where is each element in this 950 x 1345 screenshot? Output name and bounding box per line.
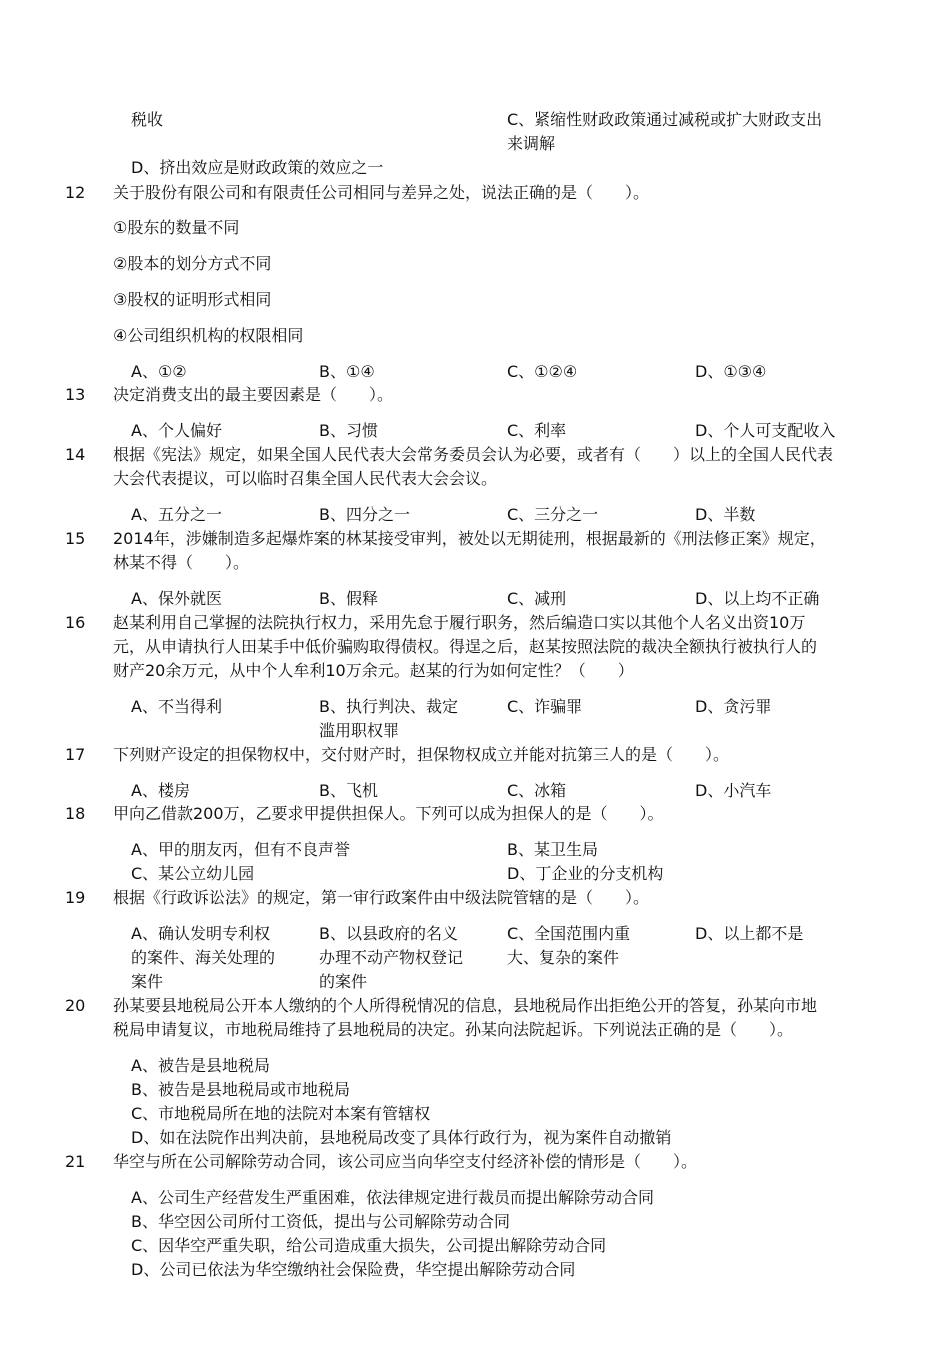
- q20-option-d: D、如在法院作出判决前，县地税局改变了具体行政行为，视为案件自动撤销: [131, 1128, 672, 1147]
- question-stem-16-cont-2: 财产20余万元，从中个人牟利10万余元。赵某的行为如何定性？（ ）: [113, 661, 634, 680]
- question-number-15: 15: [65, 529, 86, 548]
- q19-option-a-cont-2: 案件: [131, 972, 164, 991]
- question-stem-15-cont: 林某不得（ ）。: [113, 553, 250, 572]
- question-stem-20-cont: 税局申请复议，市地税局维持了县地税局的决定。孙某向法院起诉。下列说法正确的是（ ）。: [113, 1020, 794, 1039]
- q17-option-a: A、楼房: [131, 781, 190, 800]
- question-stem-16: 赵某利用自己掌握的法院执行权力，采用先怠于履行职务，然后编造口实以其他个人名义出资10万: [113, 613, 806, 632]
- q13-option-a: A、个人偏好: [131, 421, 222, 440]
- prev-option-d: D、挤出效应是财政政策的效应之一: [131, 158, 384, 177]
- q12-option-d: D、①③④: [695, 362, 767, 381]
- question-number-12: 12: [65, 183, 86, 202]
- q19-option-a-cont-1: 的案件、海关处理的: [131, 948, 276, 967]
- q21-option-d: D、公司已依法为华空缴纳社会保险费，华空提出解除劳动合同: [131, 1260, 576, 1279]
- q20-option-c: C、市地税局所在地的法院对本案有管辖权: [131, 1104, 431, 1123]
- question-number-18: 18: [65, 804, 86, 823]
- q14-option-b: B、四分之一: [319, 505, 410, 524]
- question-number-14: 14: [65, 445, 86, 464]
- q14-option-d: D、半数: [695, 505, 756, 524]
- q18-option-b: B、某卫生局: [507, 840, 598, 859]
- q17-option-c: C、冰箱: [507, 781, 567, 800]
- prev-option-b-tail: 税收: [131, 110, 164, 129]
- q19-option-b-cont-1: 办理不动产物权登记: [319, 948, 464, 967]
- q12-option-b: B、①④: [319, 362, 375, 381]
- q21-option-c: C、因华空严重失职，给公司造成重大损失，公司提出解除劳动合同: [131, 1236, 607, 1255]
- question-stem-14: 根据《宪法》规定，如果全国人民代表大会常务委员会认为必要，或者有（ ）以上的全国人民代表: [113, 445, 834, 464]
- q19-option-b: B、以县政府的名义: [319, 924, 458, 943]
- q21-option-b: B、华空因公司所付工资低，提出与公司解除劳动合同: [131, 1212, 510, 1231]
- q17-option-b: B、飞机: [319, 781, 378, 800]
- q21-option-a: A、公司生产经营发生严重困难，依法律规定进行裁员而提出解除劳动合同: [131, 1188, 654, 1207]
- question-stem-13: 决定消费支出的最主要因素是（ ）。: [113, 385, 394, 404]
- question-number-13: 13: [65, 385, 86, 404]
- q15-option-b: B、假释: [319, 589, 378, 608]
- q14-option-c: C、三分之一: [507, 505, 599, 524]
- question-stem-14-cont: 大会代表提议，可以临时召集全国人民代表大会会议。: [113, 469, 498, 488]
- q15-option-d: D、以上均不正确: [695, 589, 820, 608]
- q16-option-c: C、诈骗罪: [507, 697, 583, 716]
- q12-item-3: ③股权的证明形式相同: [113, 290, 272, 309]
- question-number-21: 21: [65, 1152, 86, 1171]
- q16-option-a: A、不当得利: [131, 697, 222, 716]
- q14-option-a: A、五分之一: [131, 505, 222, 524]
- q19-option-a: A、确认发明专利权: [131, 924, 270, 943]
- q12-item-1: ①股东的数量不同: [113, 218, 240, 237]
- q13-option-d: D、个人可支配收入: [695, 421, 836, 440]
- q12-option-c: C、①②④: [507, 362, 578, 381]
- q15-option-c: C、减刑: [507, 589, 567, 608]
- question-stem-17: 下列财产设定的担保物权中，交付财产时，担保物权成立并能对抗第三人的是（ ）。: [113, 745, 730, 764]
- q20-option-b: B、被告是县地税局或市地税局: [131, 1080, 350, 1099]
- q19-option-d: D、以上都不是: [695, 924, 804, 943]
- q12-item-4: ④公司组织机构的权限相同: [113, 326, 304, 345]
- q17-option-d: D、小汽车: [695, 781, 772, 800]
- q19-option-b-cont-2: 的案件: [319, 972, 368, 991]
- question-stem-19: 根据《行政诉讼法》的规定，第一审行政案件由中级法院管辖的是（ ）。: [113, 888, 650, 907]
- q16-option-b: B、执行判决、裁定: [319, 697, 458, 716]
- question-stem-12: 关于股份有限公司和有限责任公司相同与差异之处，说法正确的是（ ）。: [113, 183, 650, 202]
- question-stem-15: 2014年，涉嫌制造多起爆炸案的林某接受审判，被处以无期徒刑，根据最新的《刑法修正案》规定，: [113, 529, 826, 548]
- q15-option-a: A、保外就医: [131, 589, 222, 608]
- question-stem-18: 甲向乙借款200万，乙要求甲提供担保人。下列可以成为担保人的是（ ）。: [113, 804, 664, 823]
- q16-option-d: D、贪污罪: [695, 697, 772, 716]
- q18-option-c: C、某公立幼儿园: [131, 864, 255, 883]
- q18-option-a: A、甲的朋友丙，但有不良声誉: [131, 840, 350, 859]
- q20-option-a: A、被告是县地税局: [131, 1056, 270, 1075]
- q19-option-c-cont: 大、复杂的案件: [507, 948, 620, 967]
- q12-item-2: ②股本的划分方式不同: [113, 254, 272, 273]
- question-number-20: 20: [65, 996, 86, 1015]
- q13-option-b: B、习惯: [319, 421, 378, 440]
- question-number-17: 17: [65, 745, 86, 764]
- question-number-19: 19: [65, 888, 86, 907]
- q19-option-c: C、全国范围内重: [507, 924, 631, 943]
- question-stem-21: 华空与所在公司解除劳动合同，该公司应当向华空支付经济补偿的情形是（ ）。: [113, 1152, 698, 1171]
- question-stem-16-cont-1: 元，从申请执行人田某手中低价骗购取得债权。得逞之后，赵某按照法院的裁决全额执行被执行人的: [113, 637, 818, 656]
- prev-option-c: C、紧缩性财政政策通过减税或扩大财政支出: [507, 110, 823, 129]
- prev-option-c-cont: 来调解: [507, 134, 556, 153]
- question-stem-20: 孙某要县地税局公开本人缴纳的个人所得税情况的信息，县地税局作出拒绝公开的答复，孙某向市地: [113, 996, 818, 1015]
- q13-option-c: C、利率: [507, 421, 567, 440]
- q18-option-d: D、丁企业的分支机构: [507, 864, 664, 883]
- question-number-16: 16: [65, 613, 86, 632]
- q16-option-b-cont: 滥用职权罪: [319, 721, 400, 740]
- q12-option-a: A、①②: [131, 362, 187, 381]
